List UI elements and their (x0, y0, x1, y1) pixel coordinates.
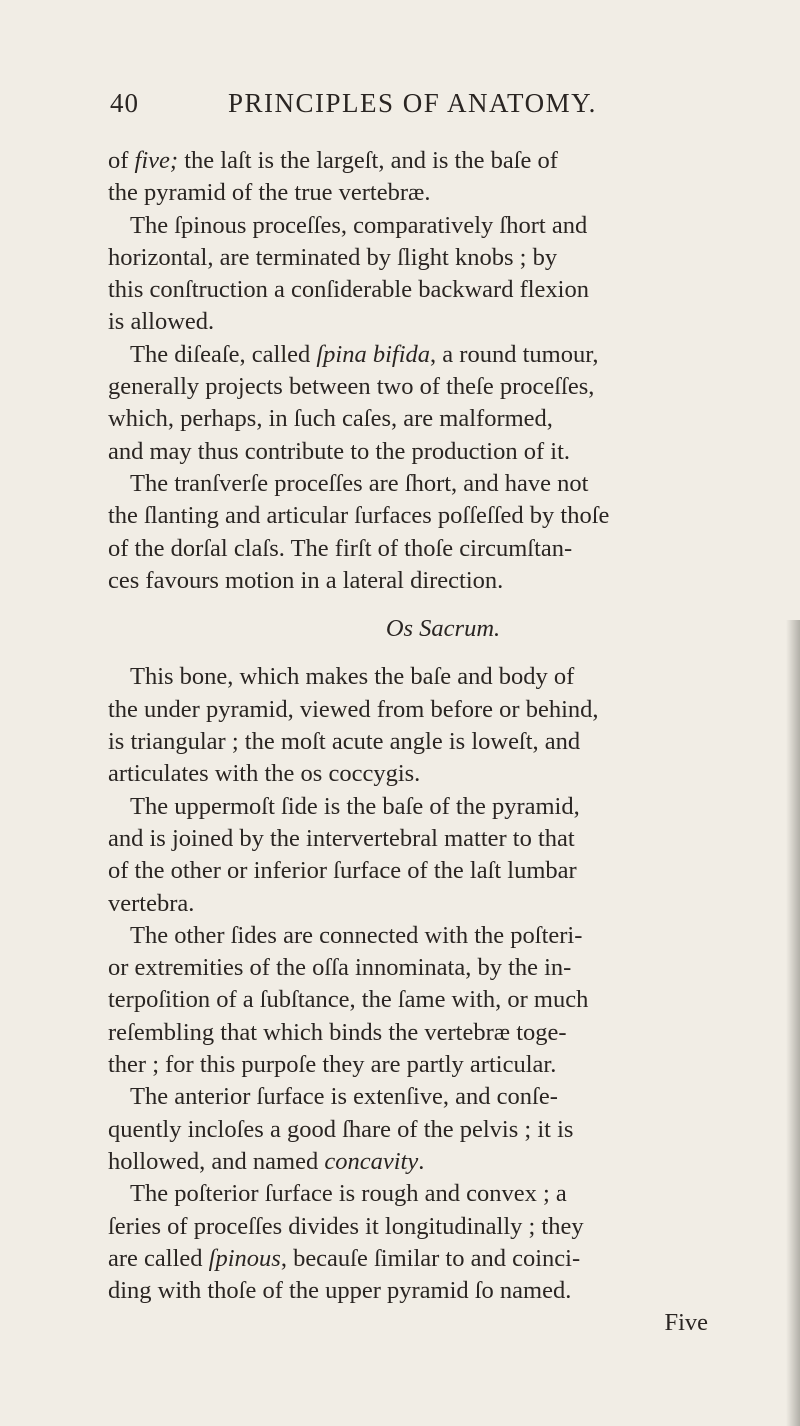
text-line: and may thus contribute to the production of it. (108, 437, 571, 465)
text-line (108, 145, 778, 177)
text-line: of the other or inferior ſurface of the laſt lumbar (108, 857, 577, 885)
text-line: quently incloſes a good ſhare of the pelvis ; it is (108, 1115, 574, 1143)
spacer (108, 597, 778, 613)
text-line: the under pyramid, viewed from before or behind, (108, 695, 599, 723)
text-line: terpoſition of a ſubſtance, the ſame with, or much (108, 986, 589, 1014)
page-edge-shadow (786, 620, 800, 1426)
text-line: reſembling that which binds the vertebræ toge- (108, 1018, 567, 1046)
text-line: The poſterior ſurface is rough and convex ; a (130, 1180, 567, 1208)
italic-term: ſpina bifida (316, 340, 431, 368)
text-line: of the dorſal claſs. The firſt of thoſe circumſtan- (108, 534, 573, 562)
text-line: or extremities of the oſſa innominata, by the in- (108, 954, 572, 982)
body-text (108, 145, 778, 1340)
text-line: The tranſverſe proceſſes are ſhort, and have not (130, 469, 589, 497)
running-header (110, 88, 770, 128)
italic-term: ſpinous (208, 1244, 281, 1272)
spacer (108, 645, 778, 661)
text-segment: , becauſe ſimilar to and coinci- (280, 1244, 581, 1272)
text-line: The anterior ſurface is extenſive, and conſe- (130, 1083, 558, 1111)
page-number: 40 (110, 88, 139, 118)
text-line: ther ; for this purpoſe they are partly articular. (108, 1051, 557, 1079)
text-line: ſeries of proceſſes divides it longitudinally ; they (108, 1212, 584, 1240)
text-line: vertebra. (108, 889, 195, 917)
text-line: The uppermoſt ſide is the baſe of the pyramid, (130, 792, 580, 820)
italic-term: concavity (324, 1147, 419, 1175)
text-segment: hollowed, and named (108, 1147, 325, 1175)
text-line: ces favours motion in a lateral direction. (108, 566, 504, 594)
italic-term: five; (134, 147, 179, 174)
section-heading: Os Sacrum. (385, 615, 501, 643)
text-segment: of (108, 147, 135, 174)
text-segment: The diſeaſe, called (130, 340, 317, 368)
text-line: generally projects between two of theſe proceſſes, (108, 373, 595, 401)
text-line: The other ſides are connected with the poſteri- (130, 921, 583, 949)
text-line: ding with thoſe of the upper pyramid ſo named. (108, 1277, 572, 1305)
text-line: is allowed. (108, 308, 215, 336)
text-line: This bone, which makes the baſe and body of (130, 663, 575, 691)
text-line: the pyramid of the true vertebræ. (108, 179, 431, 207)
text-line: The ſpinous proceſſes, comparatively ſhort and (130, 211, 588, 239)
running-title: PRINCIPLES OF ANATOMY. (228, 88, 597, 118)
text-line: horizontal, are terminated by ſlight knobs ; by (108, 243, 558, 271)
text-line: is triangular ; the moſt acute angle is loweſt, and (108, 728, 581, 756)
text-line: the ſlanting and articular ſurfaces poſſeſſed by thoſe (108, 502, 610, 530)
text-segment: are called (108, 1244, 209, 1272)
text-segment: the laſt is the largeſt, and is the baſe of (178, 147, 558, 174)
text-line: which, perhaps, in ſuch caſes, are malformed, (108, 405, 553, 433)
text-segment: , a round tumour, (430, 340, 599, 368)
text-line: and is joined by the intervertebral matter to that (108, 824, 575, 852)
text-line (108, 339, 778, 371)
text-segment: . (418, 1147, 425, 1175)
catchword: Five (664, 1309, 708, 1337)
text-line: articulates with the os coccygis. (108, 760, 421, 788)
text-line: this conſtruction a conſiderable backward flexion (108, 276, 589, 304)
text-line (108, 1243, 778, 1275)
text-line (108, 1146, 778, 1178)
